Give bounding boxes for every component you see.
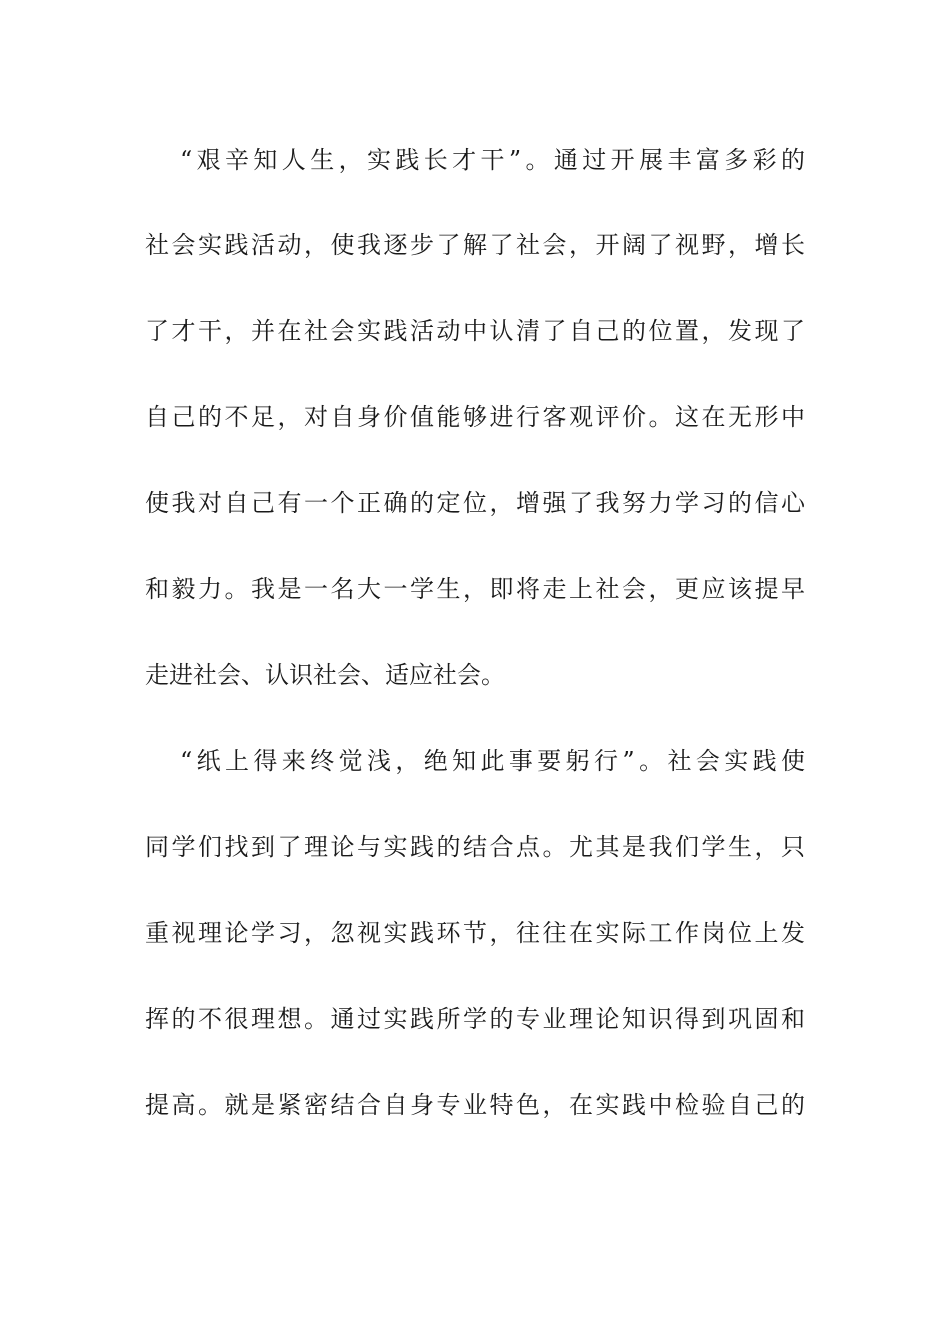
paragraph-line: “纸上得来终觉浅，绝知此事要躬行”。社会实践使 xyxy=(180,747,805,775)
paragraph-line: 自己的不足，对自身价值能够进行客观评价。这在无形中 xyxy=(145,403,805,431)
paragraph-line: 挥的不很理想。通过实践所学的专业理论知识得到巩固和 xyxy=(145,1005,805,1033)
paragraph-line: 提高。就是紧密结合自身专业特色，在实践中检验自己的 xyxy=(145,1091,805,1119)
paragraph-line: 重视理论学习，忽视实践环节，往往在实际工作岗位上发 xyxy=(145,919,805,947)
paragraph-line: “艰辛知人生，实践长才干”。通过开展丰富多彩的 xyxy=(180,146,805,174)
paragraph-line: 了才干，并在社会实践活动中认清了自己的位置，发现了 xyxy=(145,317,805,345)
paragraph-line: 和毅力。我是一名大一学生，即将走上社会，更应该提早 xyxy=(145,575,805,603)
paragraph-line: 使我对自己有一个正确的定位，增强了我努力学习的信心 xyxy=(145,489,805,517)
paragraph-line: 走进社会、认识社会、适应社会。 xyxy=(145,661,505,689)
paragraph-line: 同学们找到了理论与实践的结合点。尤其是我们学生，只 xyxy=(145,833,805,861)
paragraph-line: 社会实践活动，使我逐步了解了社会，开阔了视野，增长 xyxy=(145,231,805,259)
